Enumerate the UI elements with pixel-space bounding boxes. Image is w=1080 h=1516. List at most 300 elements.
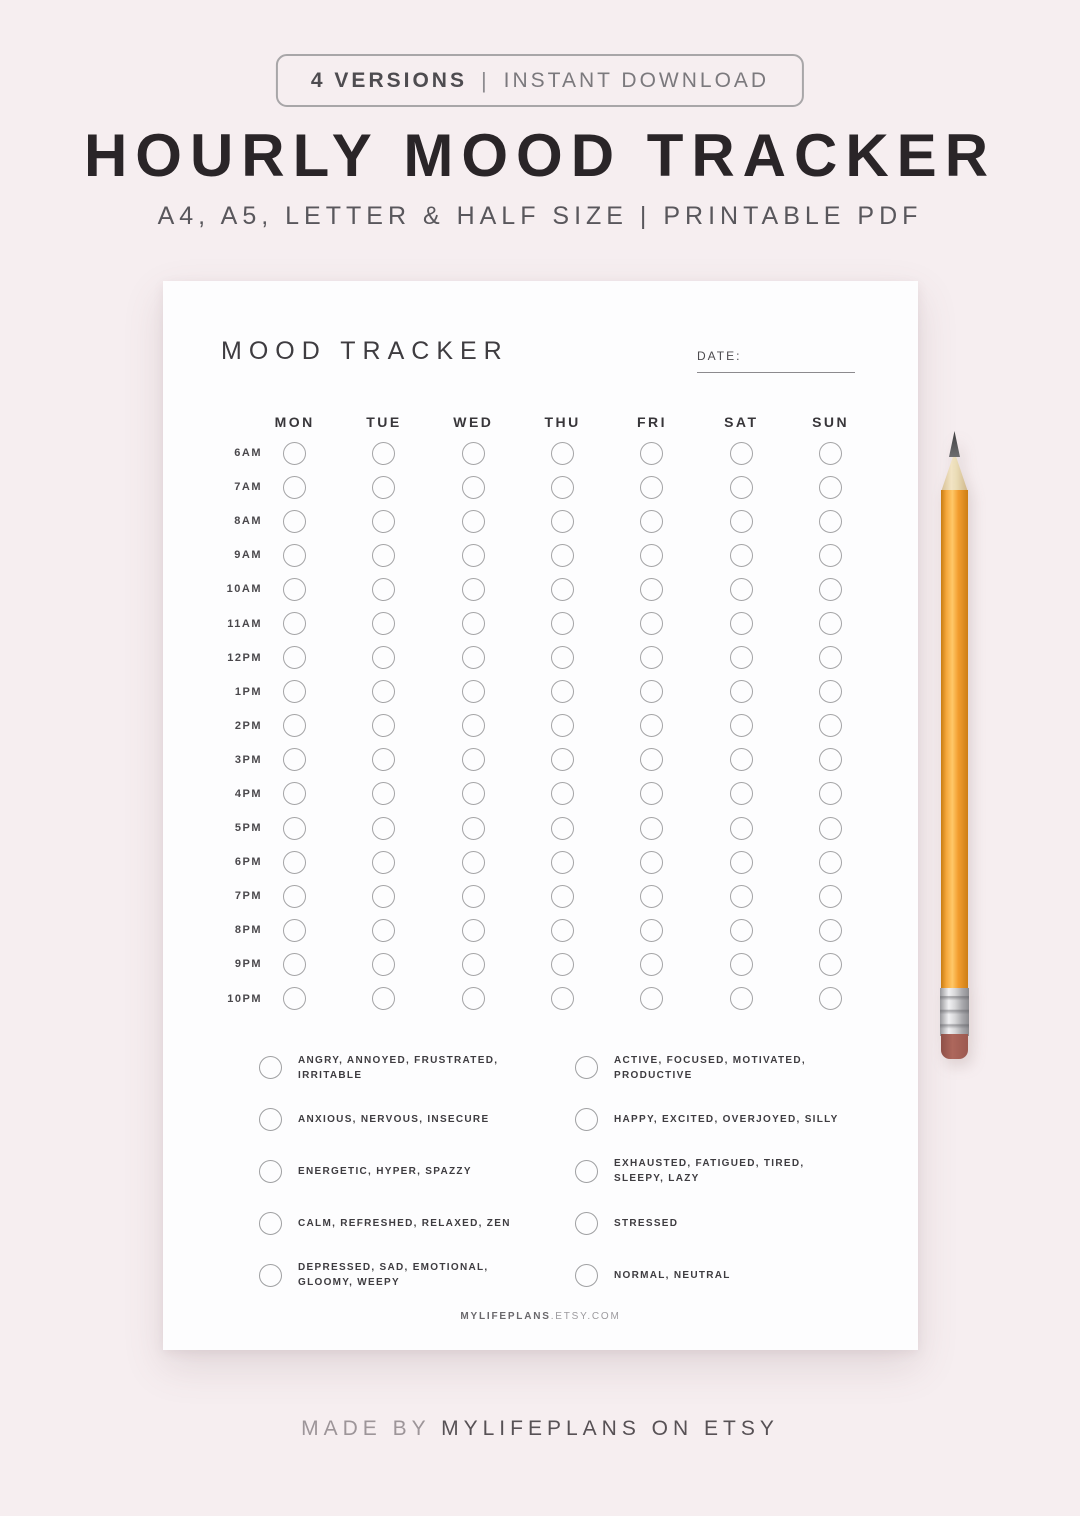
mood-grid-cell [786,572,875,606]
legend-label: ENERGETIC, HYPER, SPAZZY [298,1165,472,1177]
mood-grid-cell [518,504,607,538]
hour-label: 1PM [234,685,262,698]
mood-circle [372,851,395,874]
mood-circle [730,987,753,1010]
legend-label: ANXIOUS, NERVOUS, INSECURE [298,1114,490,1126]
mood-circle [551,817,574,840]
mood-grid-cell [429,675,518,709]
mood-circle [462,782,485,805]
legend-circle-icon [575,1160,598,1183]
mood-grid-cell [697,436,786,470]
legend-circle-icon [575,1056,598,1079]
legend-circle-icon [259,1056,282,1079]
legend-item [259,1197,536,1249]
mood-grid-cell [429,709,518,743]
mood-circle [819,442,842,465]
mood-grid-cell [429,982,518,1016]
mood-circle [551,442,574,465]
hour-label: 12PM [227,651,262,664]
mood-circle [819,851,842,874]
mood-grid-cell [518,641,607,675]
mood-circle [551,646,574,669]
mood-grid-cell [429,641,518,675]
mood-grid-cell [429,743,518,777]
mood-grid-cell [518,675,607,709]
hour-label: 3PM [234,753,262,766]
mood-grid-cell [339,743,428,777]
day-header: WED [453,414,494,430]
mood-grid-cell [339,641,428,675]
mood-grid-cell [429,436,518,470]
mood-grid-cell [429,777,518,811]
mood-grid-cell [786,777,875,811]
mood-grid-cell [786,470,875,504]
mood-grid-cell [786,982,875,1016]
mood-grid-cell [429,572,518,606]
day-header: THU [544,414,581,430]
pencil-wood [941,452,968,492]
mood-circle [640,442,663,465]
mood-grid-cell [786,879,875,913]
mood-grid-cell [339,470,428,504]
product-subtitle: A4, A5, LETTER & HALF SIZE | PRINTABLE PDF [157,202,923,230]
mood-circle [640,919,663,942]
mood-circle [551,919,574,942]
mood-circle [640,987,663,1010]
mood-grid-cell [697,845,786,879]
mood-grid-cell [518,538,607,572]
mood-grid-cell [429,845,518,879]
mood-grid-cell [429,811,518,845]
mood-grid-cell [697,947,786,981]
mood-circle [640,578,663,601]
mood-circle [462,442,485,465]
pencil-illustration [941,431,968,1059]
mood-grid-cell [250,913,339,947]
mood-circle [372,646,395,669]
date-label: DATE: [697,349,742,363]
made-by-footer [0,1417,1080,1441]
mood-circle [283,442,306,465]
mood-grid-cell [697,538,786,572]
mood-circle [730,953,753,976]
legend-item [575,1197,852,1249]
legend-item [575,1042,852,1094]
mood-circle [640,748,663,771]
mood-circle [640,782,663,805]
mood-grid-cell [518,436,607,470]
product-title: HOURLY MOOD TRACKER [83,122,997,189]
mood-grid-cell [518,709,607,743]
day-header: MON [274,414,315,430]
mood-circle [819,578,842,601]
day-header: SUN [812,414,850,430]
mood-circle [372,680,395,703]
mood-circle [730,919,753,942]
day-header: SAT [724,414,759,430]
mood-circle [640,612,663,635]
mood-grid-cell [786,811,875,845]
mood-grid-cell [518,982,607,1016]
mood-circle [640,680,663,703]
mood-grid-cell [518,777,607,811]
hour-label: 2PM [234,719,262,732]
mood-circle [462,510,485,533]
mood-circle [819,714,842,737]
legend-item [259,1249,536,1301]
mood-circle [462,987,485,1010]
mood-circle [462,646,485,669]
mood-grid-cell [697,913,786,947]
mood-grid-cell [250,572,339,606]
mood-circle [551,578,574,601]
legend-circle-icon [575,1108,598,1131]
mood-circle [372,612,395,635]
mood-grid-cell [250,470,339,504]
mood-circle [372,544,395,567]
mood-circle [730,442,753,465]
mood-circle [372,476,395,499]
mood-circle [819,885,842,908]
mood-circle [462,817,485,840]
mood-circle [462,953,485,976]
mood-circle [372,885,395,908]
mood-grid-cell [607,641,696,675]
mood-grid-cell [607,913,696,947]
mood-grid-cell [339,879,428,913]
mood-circle [372,953,395,976]
mood-circle [283,782,306,805]
mood-grid-cell [339,572,428,606]
footer-made-by: MADE BY [301,1417,442,1440]
product-badge [276,54,804,107]
hour-label: 10AM [226,583,262,596]
mood-grid-cell [339,845,428,879]
mood-circle [283,544,306,567]
legend-circle-icon [259,1264,282,1287]
mood-grid-cell [250,811,339,845]
mood-grid-cell [607,606,696,640]
mood-grid-cell [697,709,786,743]
mood-grid-cell [607,470,696,504]
mood-grid-cell [250,743,339,777]
mood-circle [551,680,574,703]
legend-item [259,1146,536,1198]
mood-grid-cell [250,982,339,1016]
legend-label: ANGRY, ANNOYED, FRUSTRATED, IRRITABLE [298,1054,499,1081]
mood-grid-cell [429,538,518,572]
mood-grid-cell [518,879,607,913]
mood-grid-cell [339,947,428,981]
mood-grid-cell [429,947,518,981]
hour-label: 8AM [234,515,262,528]
mood-grid-cell [697,879,786,913]
mood-circle [462,714,485,737]
mood-circle [640,885,663,908]
mood-grid-cell [786,709,875,743]
mood-circle [283,714,306,737]
legend-label: CALM, REFRESHED, RELAXED, ZEN [298,1217,511,1229]
mood-circle [462,919,485,942]
mood-circle [372,748,395,771]
mood-grid-cell [697,641,786,675]
mood-circle [372,919,395,942]
mood-grid-cell [518,913,607,947]
mood-grid-cell [786,606,875,640]
pencil-lead-tip [949,431,960,457]
mood-circle [283,919,306,942]
mood-grid-cell [786,947,875,981]
mood-circle [283,646,306,669]
mood-circle [283,578,306,601]
hour-label: 6AM [234,447,262,460]
mood-circle [551,714,574,737]
mood-circle [551,885,574,908]
legend-label: ACTIVE, FOCUSED, MOTIVATED, PRODUCTIVE [614,1054,806,1081]
mood-circle [730,782,753,805]
mood-grid-cell [697,470,786,504]
mood-grid-cell [607,709,696,743]
mood-grid-cell [607,777,696,811]
mood-grid-cell [786,743,875,777]
legend-label: STRESSED [614,1217,679,1229]
mood-circle [283,612,306,635]
mood-circle [730,851,753,874]
mood-circle [283,680,306,703]
mood-circle [640,817,663,840]
hour-label: 9AM [234,549,262,562]
legend-circle-icon [259,1212,282,1235]
mood-circle [283,885,306,908]
mood-circle [640,510,663,533]
legend-item [575,1249,852,1301]
badge-divider: | [480,67,490,93]
mood-grid-cell [607,845,696,879]
mood-circle [462,851,485,874]
mood-circle [640,646,663,669]
legend-circle-icon [575,1264,598,1287]
mood-grid-cell [250,641,339,675]
mood-circle [372,442,395,465]
mood-grid-cell [607,879,696,913]
mood-grid-cell [607,982,696,1016]
mood-circle [819,510,842,533]
mood-grid-cell [339,675,428,709]
mood-circle [730,544,753,567]
hour-label: 7AM [234,481,262,494]
mood-grid-cell [339,436,428,470]
mood-grid-cell [518,470,607,504]
mood-circle [283,953,306,976]
mood-circle [640,851,663,874]
mood-grid-cell [518,947,607,981]
mood-grid-cell [697,675,786,709]
legend-label: EXHAUSTED, FATIGUED, TIRED, SLEEPY, LAZY [614,1158,805,1185]
mood-grid-cell [786,641,875,675]
mood-circle [462,748,485,771]
day-header-row [250,412,875,432]
mood-grid-cell [607,947,696,981]
mood-grid-cell [607,743,696,777]
mood-grid-cell [250,675,339,709]
mood-grid-cell [339,709,428,743]
hour-label-column [163,436,262,1016]
mood-circle [730,476,753,499]
footer-brand: MYLIFEPLANS ON ETSY [441,1417,779,1440]
mood-grid-cell [250,879,339,913]
mood-grid-cell [250,538,339,572]
mood-grid-cell [607,811,696,845]
mood-grid-cell [250,709,339,743]
mood-grid-cell [786,504,875,538]
mood-grid-cell [607,504,696,538]
mood-circle [819,987,842,1010]
hour-label: 11AM [227,617,262,630]
mood-grid-cell [697,743,786,777]
mood-circle [819,680,842,703]
legend-label: DEPRESSED, SAD, EMOTIONAL, GLOOMY, WEEPY [298,1262,489,1289]
sheet-title: MOOD TRACKER [221,337,509,365]
mood-grid-cell [339,606,428,640]
mood-grid-cell [339,811,428,845]
mood-grid-cell [339,777,428,811]
mood-circle [462,885,485,908]
mood-grid-cell [518,743,607,777]
hour-label: 4PM [234,787,262,800]
mood-circle [551,953,574,976]
hour-label: 8PM [234,924,262,937]
mood-circle [819,612,842,635]
mood-grid-cell [429,879,518,913]
legend-item [575,1146,852,1198]
mood-circle [372,578,395,601]
mood-grid-cell [697,777,786,811]
mood-grid-cell [697,811,786,845]
mood-grid-cell [607,675,696,709]
legend-item [259,1042,536,1094]
mood-circle [551,851,574,874]
mood-circle [819,817,842,840]
legend-circle-icon [259,1108,282,1131]
mood-grid-cell [518,845,607,879]
mood-grid-cell [339,538,428,572]
mood-grid-cell [518,811,607,845]
site-suffix: .ETSY.COM [550,1311,621,1322]
mood-grid-cell [697,606,786,640]
mood-grid [250,436,875,1016]
mood-grid-cell [786,913,875,947]
mood-circle [640,714,663,737]
mood-grid-cell [339,504,428,538]
mood-circle [730,714,753,737]
mood-circle [730,510,753,533]
mood-circle [819,782,842,805]
mood-grid-cell [250,436,339,470]
legend-circle-icon [575,1212,598,1235]
mood-grid-cell [339,982,428,1016]
mood-circle [372,782,395,805]
mood-grid-cell [786,675,875,709]
mood-grid-cell [786,436,875,470]
mood-circle [730,817,753,840]
mood-circle [551,782,574,805]
hour-label: 9PM [234,958,262,971]
mood-grid-cell [339,913,428,947]
mood-circle [283,851,306,874]
mood-circle [730,612,753,635]
mood-circle [819,953,842,976]
hour-label: 7PM [234,890,262,903]
mood-circle [462,680,485,703]
mood-circle [640,953,663,976]
mood-circle [819,544,842,567]
mood-grid-cell [786,845,875,879]
mood-circle [551,510,574,533]
mood-circle [730,578,753,601]
legend-label: HAPPY, EXCITED, OVERJOYED, SILLY [614,1114,839,1126]
mood-grid-cell [697,504,786,538]
mood-circle [462,612,485,635]
mood-circle [462,544,485,567]
mood-grid-cell [250,947,339,981]
pencil-eraser [941,1034,968,1059]
badge-download-label: INSTANT DOWNLOAD [503,68,770,92]
mood-grid-cell [697,572,786,606]
legend-item [259,1094,536,1146]
mood-grid-cell [518,606,607,640]
legend-right-column [575,1042,852,1301]
mood-circle [730,680,753,703]
mood-grid-cell [429,913,518,947]
mood-grid-cell [697,982,786,1016]
hour-label: 6PM [234,856,262,869]
day-header: TUE [366,414,402,430]
mood-circle [819,476,842,499]
mood-circle [551,987,574,1010]
mood-circle [372,987,395,1010]
mood-circle [283,476,306,499]
mood-grid-cell [429,504,518,538]
mood-circle [462,476,485,499]
mood-grid-cell [518,572,607,606]
mood-circle [372,817,395,840]
date-field [697,347,855,373]
mood-circle [819,748,842,771]
pencil-ferrule [940,988,969,1036]
mood-grid-cell [250,606,339,640]
mood-grid-cell [429,606,518,640]
mood-circle [640,476,663,499]
mood-circle [283,510,306,533]
hour-label: 10PM [227,992,262,1005]
mood-grid-cell [429,470,518,504]
mood-circle [372,510,395,533]
legend-left-column [259,1042,536,1301]
legend-circle-icon [259,1160,282,1183]
day-header: FRI [636,414,667,430]
mood-circle [283,748,306,771]
mood-circle [283,987,306,1010]
hour-label: 5PM [234,822,262,835]
site-brand: MYLIFEPLANS [460,1311,551,1322]
mood-circle [640,544,663,567]
mood-grid-cell [786,538,875,572]
mood-grid-cell [250,777,339,811]
mood-circle [730,748,753,771]
badge-versions-label: 4 VERSIONS [310,68,467,92]
mood-circle [372,714,395,737]
tracker-sheet [163,281,918,1350]
